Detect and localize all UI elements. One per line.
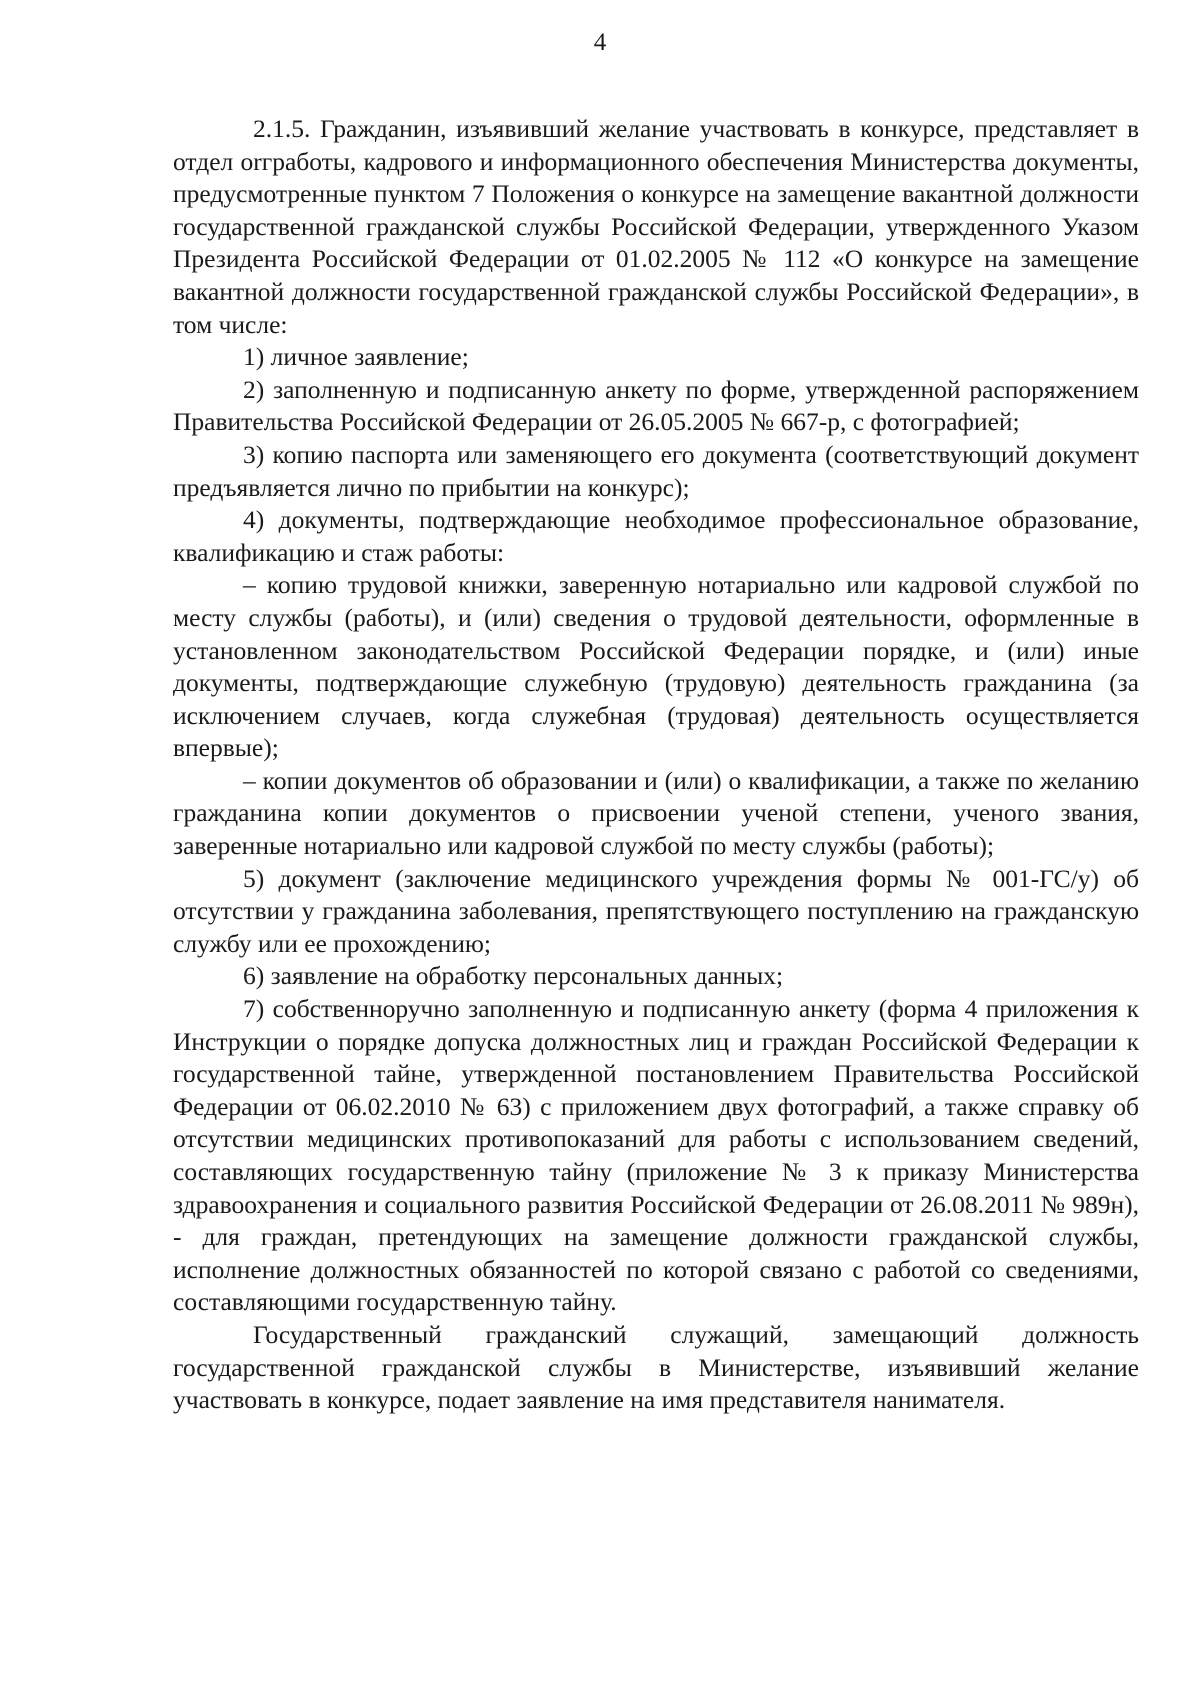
list-item-7: 7) собственноручно заполненную и подписанную анкету (форма 4 приложения к Инструкции о порядке допуска должностных лиц и граждан Российской Федерации к государственной тайне, утвержденной постановлением Правительства Российской Федерации от 06.02.2010 № 63) с приложением двух фотографий, а также справку об отсутствии медицинских противопоказаний для работы с использованием сведений, составляющих государственную тайну (приложение № 3 к приказу Министерства здравоохранения и социального развития Российской Федерации от 26.08.2011 № 989н), - для граждан, претендующих на замещение должности гражданской службы, исполнение должностных обязанностей по которой связано с работой со сведениями, составляющими государственную тайну.: [173, 994, 1139, 1317]
list-item-6: 6) заявление на обработку персональных данных;: [243, 961, 784, 991]
list-item-2: 2) заполненную и подписанную анкету по форме, утвержденной распоряжением Правительства Российской Федерации от 26.05.2005 № 667-р, с фотографией;: [173, 374, 1139, 437]
list-item-5: 5) документ (заключение медицинского учреждения формы № 001-ГС/у) об отсутствии у гражданина заболевания, препятствующего поступлению на гражданскую службу или ее прохождению;: [173, 863, 1139, 958]
final-paragraph: Государственный гражданский служащий, замещающий должность государственной гражданской службы в Министерстве, изъявивший желание участвовать в конкурсе, подает заявление на имя представителя нанимателя.: [173, 1319, 1139, 1415]
list-item-4-work-record: – копию трудовой книжки, заверенную нотариально или кадровой службой по месту службы (работы), и (или) сведения о трудовой деятельности, оформленные в установленном законодательством Российской Федерации порядке, и (или) иные документы, подтверждающие служебную (трудовую) деятельность гражданина (за исключением случаев, когда служебная (трудовая) деятельность осуществляется впервые);: [173, 570, 1139, 763]
paragraph-2-1-5: 2.1.5. Гражданин, изъявивший желание участвовать в конкурсе, представляет в отдел orгработы, кадрового и информационного обеспечения Министерства документы, предусмотренные пунктом 7 Положения о конкурсе на замещение вакантной должности государственной гражданской службы Российской Федерации, утвержденного Указом Президента Российской Федерации от 01.02.2005 № 112 «О конкурсе на замещение вакантной должности государственной гражданской службы Российской Федерации», в том числе:: [173, 114, 1139, 339]
list-item-4: 4) документы, подтверждающие необходимое профессиональное образование, квалификацию и стаж работы:: [173, 505, 1139, 567]
list-item-1: 1) личное заявление;: [243, 342, 469, 372]
list-item-3: 3) копию паспорта или заменяющего его документа (соответствующий документ предъявляется лично по прибытии на конкурс);: [173, 439, 1139, 502]
page-number: 4: [593, 29, 607, 56]
list-item-4-education-docs: – копии документов об образовании и (или) о квалификации, а также по желанию гражданина копии документов о присвоении ученой степени, ученого звания, заверенные нотариально или кадровой службой по месту службы (работы);: [173, 765, 1139, 861]
document-body: [173, 113, 1139, 1417]
